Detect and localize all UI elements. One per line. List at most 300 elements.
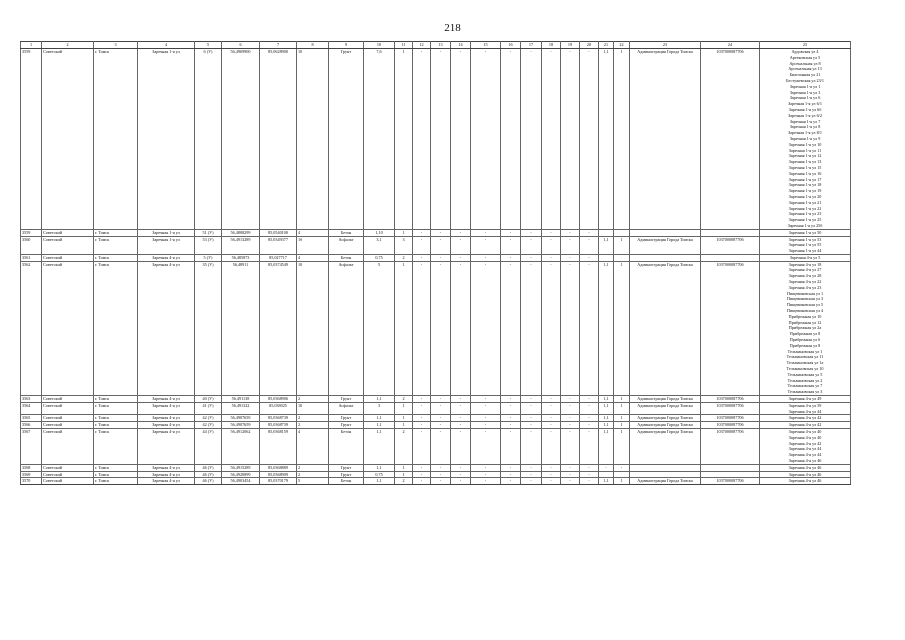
table-cell: Заречная 4-я ул [138,254,195,261]
served-address: Заречная 4-я ул 18 [788,261,822,267]
column-header: 3 [94,42,138,49]
table-cell: 85,0628900 [260,49,297,230]
table-cell: 4 [297,254,329,261]
served-address: Заречная 4-я ул 42 [788,415,822,421]
table-cell: - [501,402,521,415]
table-cell: Бетон [329,229,364,236]
table-cell: 1,1 [364,422,395,429]
served-addresses-cell [760,261,851,395]
table-cell: 1,1 [364,396,395,403]
table-cell: г. Томск [94,261,138,395]
table-cell: 56,4913289 [222,236,260,254]
table-cell: - [542,236,561,254]
table-cell: - [542,429,561,465]
table-cell: Грунт [329,422,364,429]
served-address: Заречная 4-я ул 23 [788,284,822,290]
table-cell: Заречная 1-я ул [138,236,195,254]
table-cell: 1,1 [599,261,614,395]
table-cell: - [599,464,614,471]
table-cell: 46 (У) [195,478,222,485]
column-header: 10 [364,42,395,49]
served-address: Заречная 1-я ул 50 [788,229,822,235]
table-cell: - [614,464,630,471]
table-cell: - [501,229,521,236]
table-cell: 41 (У) [195,402,222,415]
table-cell: - [451,261,471,395]
table-cell: - [561,402,580,415]
table-cell: - [471,261,501,395]
served-address: Арсенальная ул 13 [788,66,822,72]
table-cell: - [521,464,542,471]
served-address: Заречная 1-я ул 12 [788,153,822,159]
served-address: Заречная 1-я ул 17 [788,176,822,182]
table-cell: Заречная 4-я ул [138,471,195,478]
table-cell: 1037000087706 [701,429,760,465]
served-address: Заречная 4-я ул 5 [789,254,821,260]
table-cell: - [521,261,542,395]
table-cell: Администрация Города Томска [630,236,701,254]
served-address: Заречная 4-я ул 44 [788,408,822,414]
table-cell: 0,75 [364,254,395,261]
served-address: Заречная 1-я ул 20 [788,193,822,199]
table-cell: Администрация Города Томска [630,402,701,415]
table-cell: - [413,402,431,415]
table-cell: - [501,471,521,478]
table-cell: - [561,254,580,261]
table-cell: - [431,229,451,236]
column-header: 8 [297,42,329,49]
table-cell: 85,0370179 [260,478,297,485]
table-cell: - [471,464,501,471]
table-cell: - [451,415,471,422]
table-row [21,49,851,230]
table-cell: 1,1 [364,429,395,465]
table-cell: - [580,429,599,465]
page-number: 218 [444,22,461,34]
table-cell: 2 [297,422,329,429]
served-address: Заречная 1-я ул 8 [789,124,821,130]
table-cell: Заречная 4-я ул [138,422,195,429]
table-cell: - [413,236,431,254]
table-cell: - [451,254,471,261]
served-address: Заречная 4-я ул 22 [788,279,822,285]
table-cell: 1037000087706 [701,415,760,422]
table-cell: 1,1 [364,415,395,422]
table-cell: - [501,464,521,471]
table-cell [630,471,701,478]
served-addresses-cell [760,396,851,403]
table-cell: - [580,471,599,478]
table-cell: 10 [297,261,329,395]
table-cell: 85,038025 [260,402,297,415]
table-cell: Грунт [329,49,364,230]
table-cell: Советский [42,49,94,230]
table-cell: 46 (У) [195,471,222,478]
served-address: Артековская ул 5 [789,54,821,60]
table-cell: 1 [395,471,413,478]
served-address: Заречная 4-я ул 44 [788,446,822,452]
served-address: Тельмановская ул 1 [787,348,823,354]
served-address: Заречная 4-я ул 46 [788,478,822,484]
table-cell: 2 [297,464,329,471]
table-cell: Администрация Города Томска [630,396,701,403]
table-row [21,229,851,236]
served-address: Тельмановская ул 10 [786,366,824,372]
table-cell: 10 [297,402,329,415]
served-address: Пищевиковская ул 4 [786,308,824,314]
table-cell: - [580,49,599,230]
table-cell: Администрация Города Томска [630,415,701,422]
table-cell: - [580,464,599,471]
served-addresses-cell [760,429,851,465]
table-cell: 3 [364,402,395,415]
table-cell: 1037000087706 [701,422,760,429]
table-row [21,464,851,471]
column-header: 9 [329,42,364,49]
table-cell [630,229,701,236]
table-cell: - [413,396,431,403]
table-cell: 1,10 [364,229,395,236]
table-cell: 85,0368906 [260,396,297,403]
table-cell: 51 (У) [195,229,222,236]
served-address: Заречная 1-я ул 16 [788,170,822,176]
table-cell: - [580,422,599,429]
table-cell: 1,1 [599,402,614,415]
table-cell: 56,4915289 [222,464,260,471]
table-cell: - [521,236,542,254]
table-cell: 3560 [21,236,42,254]
served-addresses-cell [760,415,851,422]
table-cell: Асфальт [329,261,364,395]
table-cell [614,229,630,236]
table-cell: 56,4912062 [222,429,260,465]
table-cell: 85,0368909 [260,471,297,478]
table-cell: 3570 [21,478,42,485]
table-cell: г. Томск [94,402,138,415]
table-cell: 3,1 [364,236,395,254]
table-cell: - [451,236,471,254]
served-address: Заречная 1-я ул 53 [788,236,822,242]
table-cell: - [501,478,521,485]
table-cell: г. Томск [94,415,138,422]
table-cell: - [431,415,451,422]
table-cell: г. Томск [94,429,138,465]
served-address: Заречная 1-я ул 22 [788,205,822,211]
table-cell: Заречная 1-я ул [138,229,195,236]
table-cell: г. Томск [94,236,138,254]
table-cell: - [561,396,580,403]
column-header: 23 [630,42,701,49]
table-row [21,429,851,465]
table-cell: 10 [297,49,329,230]
table-cell: - [471,415,501,422]
served-address: Тельмановская ул 7 [787,383,823,389]
table-cell: 1 [614,429,630,465]
table-cell: Заречная 4-я ул [138,478,195,485]
table-cell: 3563 [21,396,42,403]
table-cell: - [471,229,501,236]
served-address: Прибрежная ул 6 [789,337,821,343]
table-cell: - [542,415,561,422]
table-cell: 1 [395,229,413,236]
served-address: Тельмановская ул 1а [786,360,824,366]
table-cell: - [521,478,542,485]
table-cell: - [413,478,431,485]
column-header: 15 [471,42,501,49]
served-address: Арсенальная ул 8 [789,60,821,66]
table-cell: 35 (У) [195,261,222,395]
served-address: Заречная 1-я ул 6 [789,95,821,101]
table-cell: г. Томск [94,478,138,485]
table-cell: 2 [395,429,413,465]
table-cell: - [521,429,542,465]
served-addresses-cell [760,236,851,254]
table-cell: - [451,402,471,415]
table-cell: - [521,471,542,478]
table-cell: 3565 [21,415,42,422]
table-cell: 1 [614,236,630,254]
table-cell: 85,0349377 [260,236,297,254]
table-cell: 1 [395,464,413,471]
served-address: Заречная 4-я ул 46 [788,464,822,470]
table-cell: - [471,478,501,485]
table-cell: 1,1 [599,415,614,422]
table-cell: - [471,422,501,429]
table-cell: - [431,402,451,415]
table-cell [599,471,614,478]
table-cell: 5 (У) [195,254,222,261]
table-cell: Грунт [329,415,364,422]
table-cell: - [580,478,599,485]
table-cell: Администрация Города Томска [630,429,701,465]
table-cell: - [542,471,561,478]
column-header: 17 [521,42,542,49]
table-cell: - [413,261,431,395]
served-addresses-cell [760,464,851,471]
column-header: 14 [451,42,471,49]
table-cell: 1037000087706 [701,261,760,395]
table-cell: 3559 [21,49,42,230]
table-cell: 3564 [21,402,42,415]
table-row [21,471,851,478]
table-cell: - [431,429,451,465]
table-cell: Советский [42,396,94,403]
table-cell: 1,1 [599,422,614,429]
table-cell: г. Томск [94,49,138,230]
table-cell: Заречная 4-я ул [138,261,195,395]
served-address: Заречная 1-я ул 6/2 [788,112,822,118]
served-address: Прибрежная ул 10 [788,313,822,319]
table-cell: - [471,49,501,230]
table-cell: 56,4920899 [222,471,260,478]
table-cell: - [431,422,451,429]
table-cell: - [580,236,599,254]
served-addresses-cell [760,422,851,429]
table-cell: Асфальт [329,402,364,415]
table-cell: 1 [614,415,630,422]
served-address: Заречная 1-я ул 7 [789,118,821,124]
table-cell: г. Томск [94,254,138,261]
table-cell: Заречная 4-я ул [138,396,195,403]
table-cell: 2 [297,471,329,478]
table-cell: 3 [395,236,413,254]
table-cell: - [471,429,501,465]
table-cell: 56,4969900 [222,49,260,230]
table-cell: Грунт [329,471,364,478]
table-cell: 1,1 [599,396,614,403]
table-cell: 1037000087706 [701,236,760,254]
table-cell: - [501,254,521,261]
served-address: Ардовская ул 4 [791,49,819,54]
table-cell: 1 [614,402,630,415]
table-cell: - [521,402,542,415]
served-address: Заречная 1-я ул 3 [789,89,821,95]
served-address: Заречная 4-я ул 42 [788,422,822,428]
table-cell: - [580,261,599,395]
table-cell: 56,485873 [222,254,260,261]
table-cell: - [521,49,542,230]
table-cell: 2 [297,415,329,422]
served-address: Заречная 4-я ул 46 [788,457,822,463]
served-address: Тельмановская ул 5 [787,371,823,377]
table-cell: 46 (У) [195,464,222,471]
table-cell: 1,1 [599,236,614,254]
column-header: 11 [395,42,413,49]
served-address: Заречная 1-я ул 6/1 [788,101,822,107]
table-cell [701,464,760,471]
table-row [21,396,851,403]
table-cell: Заречная 4-я ул [138,464,195,471]
table-cell: Советский [42,415,94,422]
served-address: Заречная 1-я ул 21 [788,199,822,205]
table-cell: - [561,429,580,465]
table-cell: 3568 [21,464,42,471]
served-address: Заречная 1-я ул 1 [789,83,821,89]
table-cell: - [580,415,599,422]
table-cell: - [431,254,451,261]
table-cell: - [580,396,599,403]
served-address: Заречная 1-я ул 44 [788,248,822,254]
table-cell: - [413,464,431,471]
table-cell: 5 [364,261,395,395]
table-cell: 3569 [21,471,42,478]
table-cell [701,254,760,261]
table-cell: 5 [297,478,329,485]
served-addresses-cell [760,49,851,230]
table-cell: 42 (У) [195,415,222,422]
table-cell: - [413,49,431,230]
table-cell: 3566 [21,422,42,429]
served-address: Заречная 1-я ул 10 [788,141,822,147]
container-site-register-table [20,41,851,485]
table-row [21,254,851,261]
table-row [21,415,851,422]
table-cell: - [561,229,580,236]
served-addresses-cell [760,402,851,415]
table-cell: - [471,402,501,415]
table-cell: 1 [395,402,413,415]
table-cell: - [431,261,451,395]
table-cell: - [542,254,561,261]
table-cell: 53 (У) [195,236,222,254]
table-cell: Советский [42,464,94,471]
table-cell: - [501,422,521,429]
column-header: 2 [42,42,94,49]
table-cell: - [561,422,580,429]
table-cell: - [451,464,471,471]
table-cell: - [542,229,561,236]
table-cell: 85,027717 [260,254,297,261]
table-cell: - [521,254,542,261]
table-cell: 4 [297,429,329,465]
table-cell: - [561,471,580,478]
table-cell: 1 [614,422,630,429]
table-cell: 1037000087706 [701,478,760,485]
column-header: 13 [431,42,451,49]
table-cell: 40 (У) [195,396,222,403]
column-header: 19 [561,42,580,49]
table-cell [630,254,701,261]
served-addresses-cell [760,471,851,478]
served-address: Заречная 4-я ул 40 [788,429,822,434]
table-cell: 85,0368739 [260,422,297,429]
table-cell: - [431,236,451,254]
table-cell: - [413,471,431,478]
table-cell: - [413,254,431,261]
served-address: Заречная 1-я ул 13 [788,159,822,165]
table-cell: - [580,229,599,236]
table-cell: - [542,402,561,415]
table-cell: 1,1 [364,464,395,471]
table-cell: 56,4903454 [222,478,260,485]
table-cell: Бетон [329,478,364,485]
table-cell: - [561,464,580,471]
served-address: Прибрежная ул 8 [789,342,821,348]
table-cell: г. Томск [94,422,138,429]
served-address: Пищевиковская ул 3 [786,296,824,302]
table-cell: 1 [614,396,630,403]
column-header: 12 [413,42,431,49]
table-cell: - [413,415,431,422]
table-cell: Советский [42,254,94,261]
table-cell: - [561,236,580,254]
served-address: Заречная 1-я ул 11 [788,147,822,153]
table-cell: - [501,429,521,465]
table-cell [614,254,630,261]
table-cell: - [413,229,431,236]
table-cell: - [561,415,580,422]
table-cell: 85,0540100 [260,229,297,236]
table-cell: - [431,478,451,485]
column-header: 4 [138,42,195,49]
table-cell: 2 [297,396,329,403]
column-header: 7 [260,42,297,49]
table-cell: 1,1 [364,478,395,485]
table-cell: 1 [614,478,630,485]
table-cell: - [542,49,561,230]
served-address: Тельмановская ул 2 [787,377,823,383]
table-cell: - [451,422,471,429]
table-cell: 1037000087706 [701,402,760,415]
table-cell: Администрация Города Томска [630,422,701,429]
table-cell: 85,0374549 [260,261,297,395]
table-cell: 1 [395,422,413,429]
table-cell [701,471,760,478]
table-cell: Советский [42,429,94,465]
table-cell: Асфальт [329,236,364,254]
table-cell: Грунт [329,464,364,471]
table-cell [630,464,701,471]
